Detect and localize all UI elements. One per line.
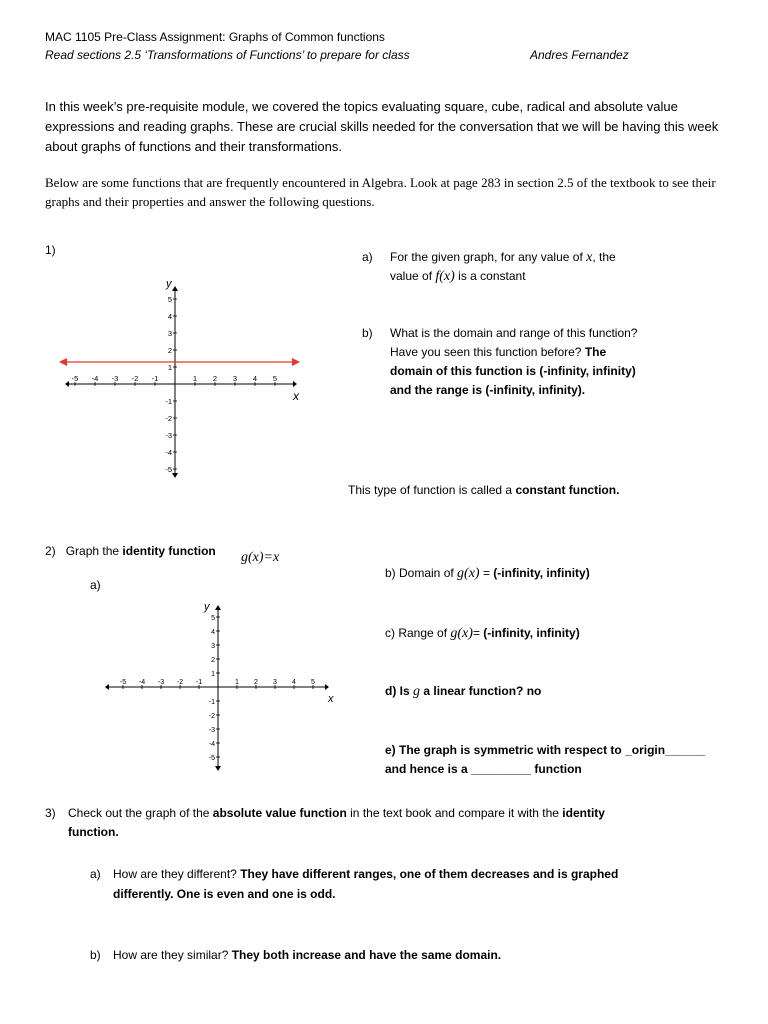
q3-line2: function. [68,825,119,839]
y-tick-label: -5 [165,465,172,474]
x-tick-label: 2 [254,679,258,686]
identity-formula: g(x)=x [241,550,280,565]
y-tick-label: 1 [167,363,172,372]
graph-1-x-arrow-left [65,381,69,387]
y-tick-label: -3 [208,727,215,734]
graph-1-y-arrow-bottom [172,473,178,478]
x-tick-label: 4 [252,374,258,383]
x-tick-label: -1 [151,374,159,383]
graph-2 [100,598,345,778]
q1-b-line2: Have you seen this function before? The [390,345,607,359]
graph-1-x-label: x [293,389,299,403]
y-tick-label: -1 [165,397,172,406]
x-tick-label: -3 [111,374,119,383]
x-tick-label: -5 [71,374,79,383]
q1-number: 1) [45,243,56,257]
x-tick-label: 1 [192,374,198,383]
q3-a-line1: How are they different? They have different ranges, one of them decreases and is graphed [113,867,619,881]
x-tick-label: 3 [232,374,238,383]
q3-a-label: a) [90,867,101,881]
page-title: MAC 1105 Pre-Class Assignment: Graphs of Common functions [45,30,385,44]
y-tick-label: 3 [167,329,172,338]
q1-b-label: b) [362,326,373,340]
x-tick-label: 5 [272,374,278,383]
y-tick-label: -3 [165,431,172,440]
q2-d: d) Is g a linear function? no [385,684,542,699]
page-subtitle: Read sections 2.5 ‘Transformations of Functions’ to prepare for class [45,48,410,62]
y-tick-label: 4 [211,629,215,636]
q2-c: c) Range of g(x)= (-infinity, infinity) [385,626,580,641]
x-tick-label: 1 [235,679,239,686]
q2-b: b) Domain of g(x) = (-infinity, infinity) [385,566,590,581]
y-tick-label: 5 [211,615,215,622]
q1-a-line1: For the given graph, for any value of x, the [390,250,616,265]
constant-function-line [59,358,300,366]
y-tick-label: -2 [208,713,215,720]
graph-1-axes [65,286,297,478]
y-tick-label: 4 [167,312,172,321]
q1-b-line3: domain of this function is (-infinity, infinity) [390,364,636,378]
y-tick-label: 1 [211,671,215,678]
x-tick-label: -4 [138,679,146,686]
graph-2-y-arrow-top [215,605,221,610]
y-tick-label: -4 [165,448,172,457]
q3-b-line: How are they similar? They both increase and have the same domain. [113,948,502,962]
intro-paragraph-2: Below are some functions that are frequently encountered in Algebra. Look at page 283 in section 2.5 of the textbook to see their graphs and their properties and answer the following questions. [45,175,716,209]
x-tick-label: -1 [195,679,203,686]
graph-1-y-arrow-top [172,286,178,291]
q2-e-line2: and hence is a _________ function [385,762,582,776]
q3-number: 3) [45,806,56,820]
graph-2-y-label: y [204,601,210,613]
x-tick-label: 5 [311,679,315,686]
graph-2-x-arrow-left [105,684,109,690]
q1-a-label: a) [362,250,373,264]
constant-line-arrow-right [292,358,300,366]
y-tick-label: -4 [208,741,215,748]
q3-b-label: b) [90,948,101,962]
y-tick-label: 3 [211,643,215,650]
graph-2-x-arrow-right [325,684,329,690]
q2-e-line1: e) The graph is symmetric with respect to _origin______ [385,743,706,757]
x-tick-label: -2 [176,679,184,686]
q2-heading: 2) Graph the identity function [45,544,216,558]
y-tick-label: -2 [165,414,172,423]
x-tick-label: 2 [212,374,218,383]
intro-paragraph-1: In this week’s pre-requisite module, we covered the topics evaluating square, cube, radical and absolute value expressions and reading graphs. These are crucial skills needed for the conversation that we will be having this week about graphs of functions and their transformations. [45,99,719,154]
x-tick-label: -5 [119,679,127,686]
constant-line-arrow-left [59,358,67,366]
q3-line1: Check out the graph of the absolute value function in the text book and compare it with the identity [68,806,605,820]
y-tick-label: 2 [167,346,172,355]
graph-2-axes [105,605,329,771]
graph-1-y-label: y [166,278,172,290]
graph-2-x-label: x [328,693,334,705]
q1-b-line1: What is the domain and range of this function? [390,326,638,340]
q2-a-label: a) [90,578,101,592]
y-tick-label: -1 [208,699,215,706]
q3-a-line2: differently. One is even and one is odd. [113,887,336,901]
graph-1-x-arrow-right [293,381,297,387]
author-name: Andres Fernandez [530,48,629,62]
q1-closing: This type of function is called a constant function. [348,483,620,497]
x-tick-label: -4 [91,374,99,383]
q1-b-line4: and the range is (-infinity, infinity). [390,383,586,397]
graph-2-y-arrow-bottom [215,766,221,771]
q1-a-line2: value of f(x) is a constant [390,269,526,284]
x-tick-label: 3 [273,679,277,686]
x-tick-label: -3 [157,679,165,686]
x-tick-label: -2 [131,374,139,383]
y-tick-label: 2 [211,657,215,664]
y-tick-label: 5 [167,295,172,304]
x-tick-label: 4 [292,679,296,686]
graph-1 [55,275,305,485]
y-tick-label: -5 [208,755,215,762]
